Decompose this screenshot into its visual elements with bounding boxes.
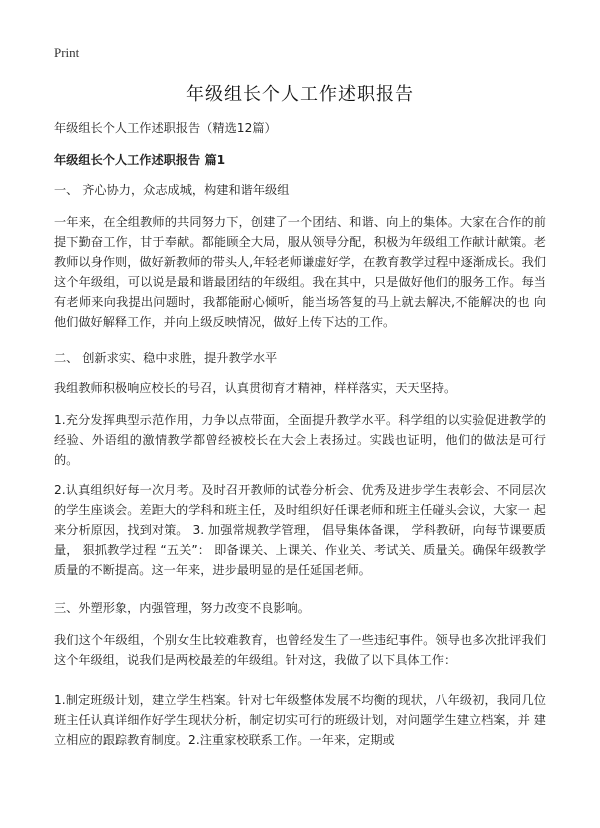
document-subtitle: 年级组长个人工作述职报告（精选12篇） [54, 121, 277, 135]
paragraph-one: 一年来，在全组教师的共同努力下，创建了一个团结、和谐、向上的集体。大家在合作的前提下勤奋工作，甘于奉献。都能顾全大局，服从领导分配，积极为年级组工作献计献策。老教师以身作则，做好新教师的带头人,年轻老师谦虚好学，在教育教学过程中逐渐成长。我们这个年级组，可以说是最和谐最团结的年级组。我在其中，只是做好他们的服务工作。每当有老师来向我提出问题时，我都能耐心倾听，能当场答复的马上就去解决,不能解决的也 向他们做好解释工作，并向上级反映情况，做好上传下达的工作。 [54, 215, 546, 329]
paragraph-three: 1.充分发挥典型示范作用，力争以点带面，全面提升教学水平。科学组的以实验促进教学的经验、外语组的激情教学都曾经被校长在大会上表扬过。实践也证明，他们的做法是可行 的。 [54, 413, 546, 467]
document-title: 年级组长个人工作述职报告 [186, 84, 414, 105]
heading-two: 二、 创新求实、稳中求胜，提升教学水平 [54, 351, 278, 365]
section-heading: 年级组长个人工作述职报告 篇1 [54, 153, 226, 167]
paragraph-five: 我们这个年级组，个别女生比较难教育，也曾经发生了一些违纪事件。领导也多次批评我们这个年级组，说我们是两校最差的年级组。针对这，我做了以下具体工作： [54, 633, 546, 667]
paragraph-four: 2.认真组织好每一次月考。及时召开教师的试卷分析会、优秀及进步学生表彰会、不同层次的学生座谈会。差距大的学科和班主任，及时组织好任课老师和班主任碰头会议，大家一 起来分析原因，找到对策。 3. 加强常规教学管理， 倡导集体备课， 学科教研，向每节课要质量， 狠抓教学过程 “五关”： 即备课关、上课关、作业关、考试关、质量关。确保年级教学质量的不断提高。这一年来，进步最明显的是任延国老师。 [54, 483, 546, 577]
print-link[interactable]: Print [54, 45, 80, 60]
heading-one: 一、 齐心协力，众志成城，构建和谐年级组 [54, 183, 290, 197]
heading-three: 三、外塑形象，内强管理，努力改变不良影响。 [54, 601, 310, 615]
paragraph-six: 1.制定班级计划，建立学生档案。针对七年级整体发展不均衡的现状，八年级初，我同几位班主任认真详细作好学生现状分析，制定切实可行的班级计划，对问题学生建立档案，并 建立相应的跟踪教育制度。2.注重家校联系工作。一年来，定期或 [54, 693, 546, 747]
paragraph-two: 我组教师积极响应校长的号召，认真贯彻育才精神，样样落实，天天坚持。 [54, 381, 457, 395]
